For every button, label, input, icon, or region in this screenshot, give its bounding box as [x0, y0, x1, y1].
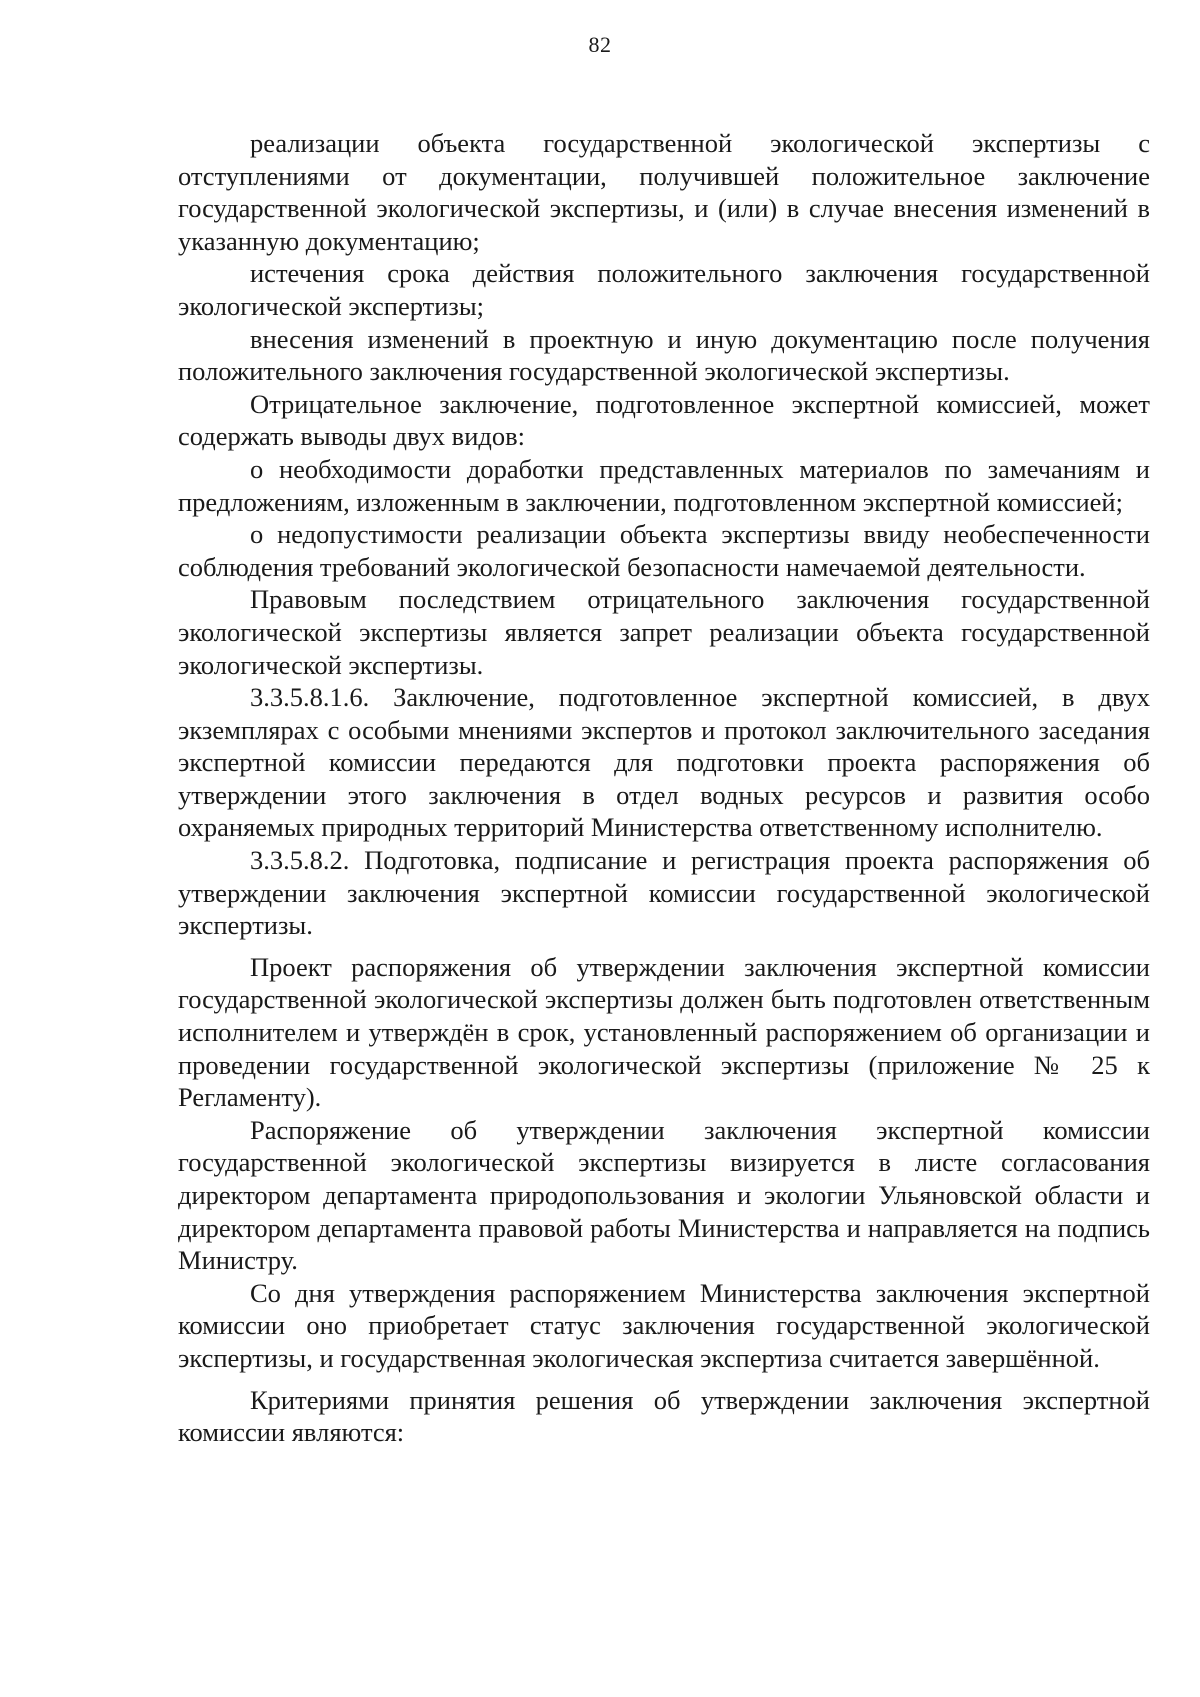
paragraph: Отрицательное заключение, подготовленное экспертной комиссией, может содержать выводы двух видов: — [178, 388, 1150, 452]
paragraph: 3.3.5.8.1.6. Заключение, подготовленное экспертной комиссией, в двух экземплярах с особыми мнениями экспертов и протокол заключительного заседания экспертной комиссии передаются для подготовки проекта распоряжения об утверждении этого заключения в отдел водных ресурсов и развития особо охраняемых природных территорий Министерства ответственному исполнителю. — [178, 682, 1150, 843]
paragraph: реализации объекта государственной экологической экспертизы с отступлениями от документации, получившей положительное заключение государственной экологической экспертизы, и (или) в случае внесения изменений в указанную документацию; — [178, 128, 1150, 256]
paragraph: 3.3.5.8.2. Подготовка, подписание и регистрация проекта распоряжения об утверждении заключения экспертной комиссии государственной экологической экспертизы. — [178, 845, 1150, 941]
page-number: 82 — [588, 32, 612, 57]
paragraph: внесения изменений в проектную и иную документацию после получения положительного заключения государственной экологической экспертизы. — [178, 323, 1150, 387]
paragraph: Правовым последствием отрицательного заключения государственной экологической экспертизы является запрет реализации объекта государственной экологической экспертизы. — [178, 584, 1150, 680]
paragraph: Со дня утверждения распоряжением Министерства заключения экспертной комиссии оно приобретает статус заключения государственной экологической экспертизы, и государственная экологическая экспертиза считается завершённой. — [178, 1277, 1150, 1373]
paragraph: Критериями принятия решения об утверждении заключения экспертной комиссии являются: — [178, 1384, 1150, 1448]
paragraph: о необходимости доработки представленных материалов по замечаниям и предложениям, изложенным в заключении, подготовленном экспертной комиссией; — [178, 453, 1150, 517]
paragraph: истечения срока действия положительного заключения государственной экологической экспертизы; — [178, 258, 1150, 321]
paragraph: Распоряжение об утверждении заключения экспертной комиссии государственной экологической экспертизы визируется в листе согласования директором департамента природопользования и экологии Ульяновской области и директором департамента правовой работы Министерства и направляется на подпись Министру. — [178, 1114, 1150, 1276]
paragraph: Проект распоряжения об утверждении заключения экспертной комиссии государственной экологической экспертизы должен быть подготовлен ответственным исполнителем и утверждён в срок, установленный распоряжением об организации и проведении государственной экологической экспертизы (приложение № 25 к Регламенту). — [178, 951, 1150, 1113]
paragraph: о недопустимости реализации объекта экспертизы ввиду необеспеченности соблюдения требований экологической безопасности намечаемой деятельности. — [178, 519, 1150, 582]
document-body — [178, 127, 1150, 1449]
